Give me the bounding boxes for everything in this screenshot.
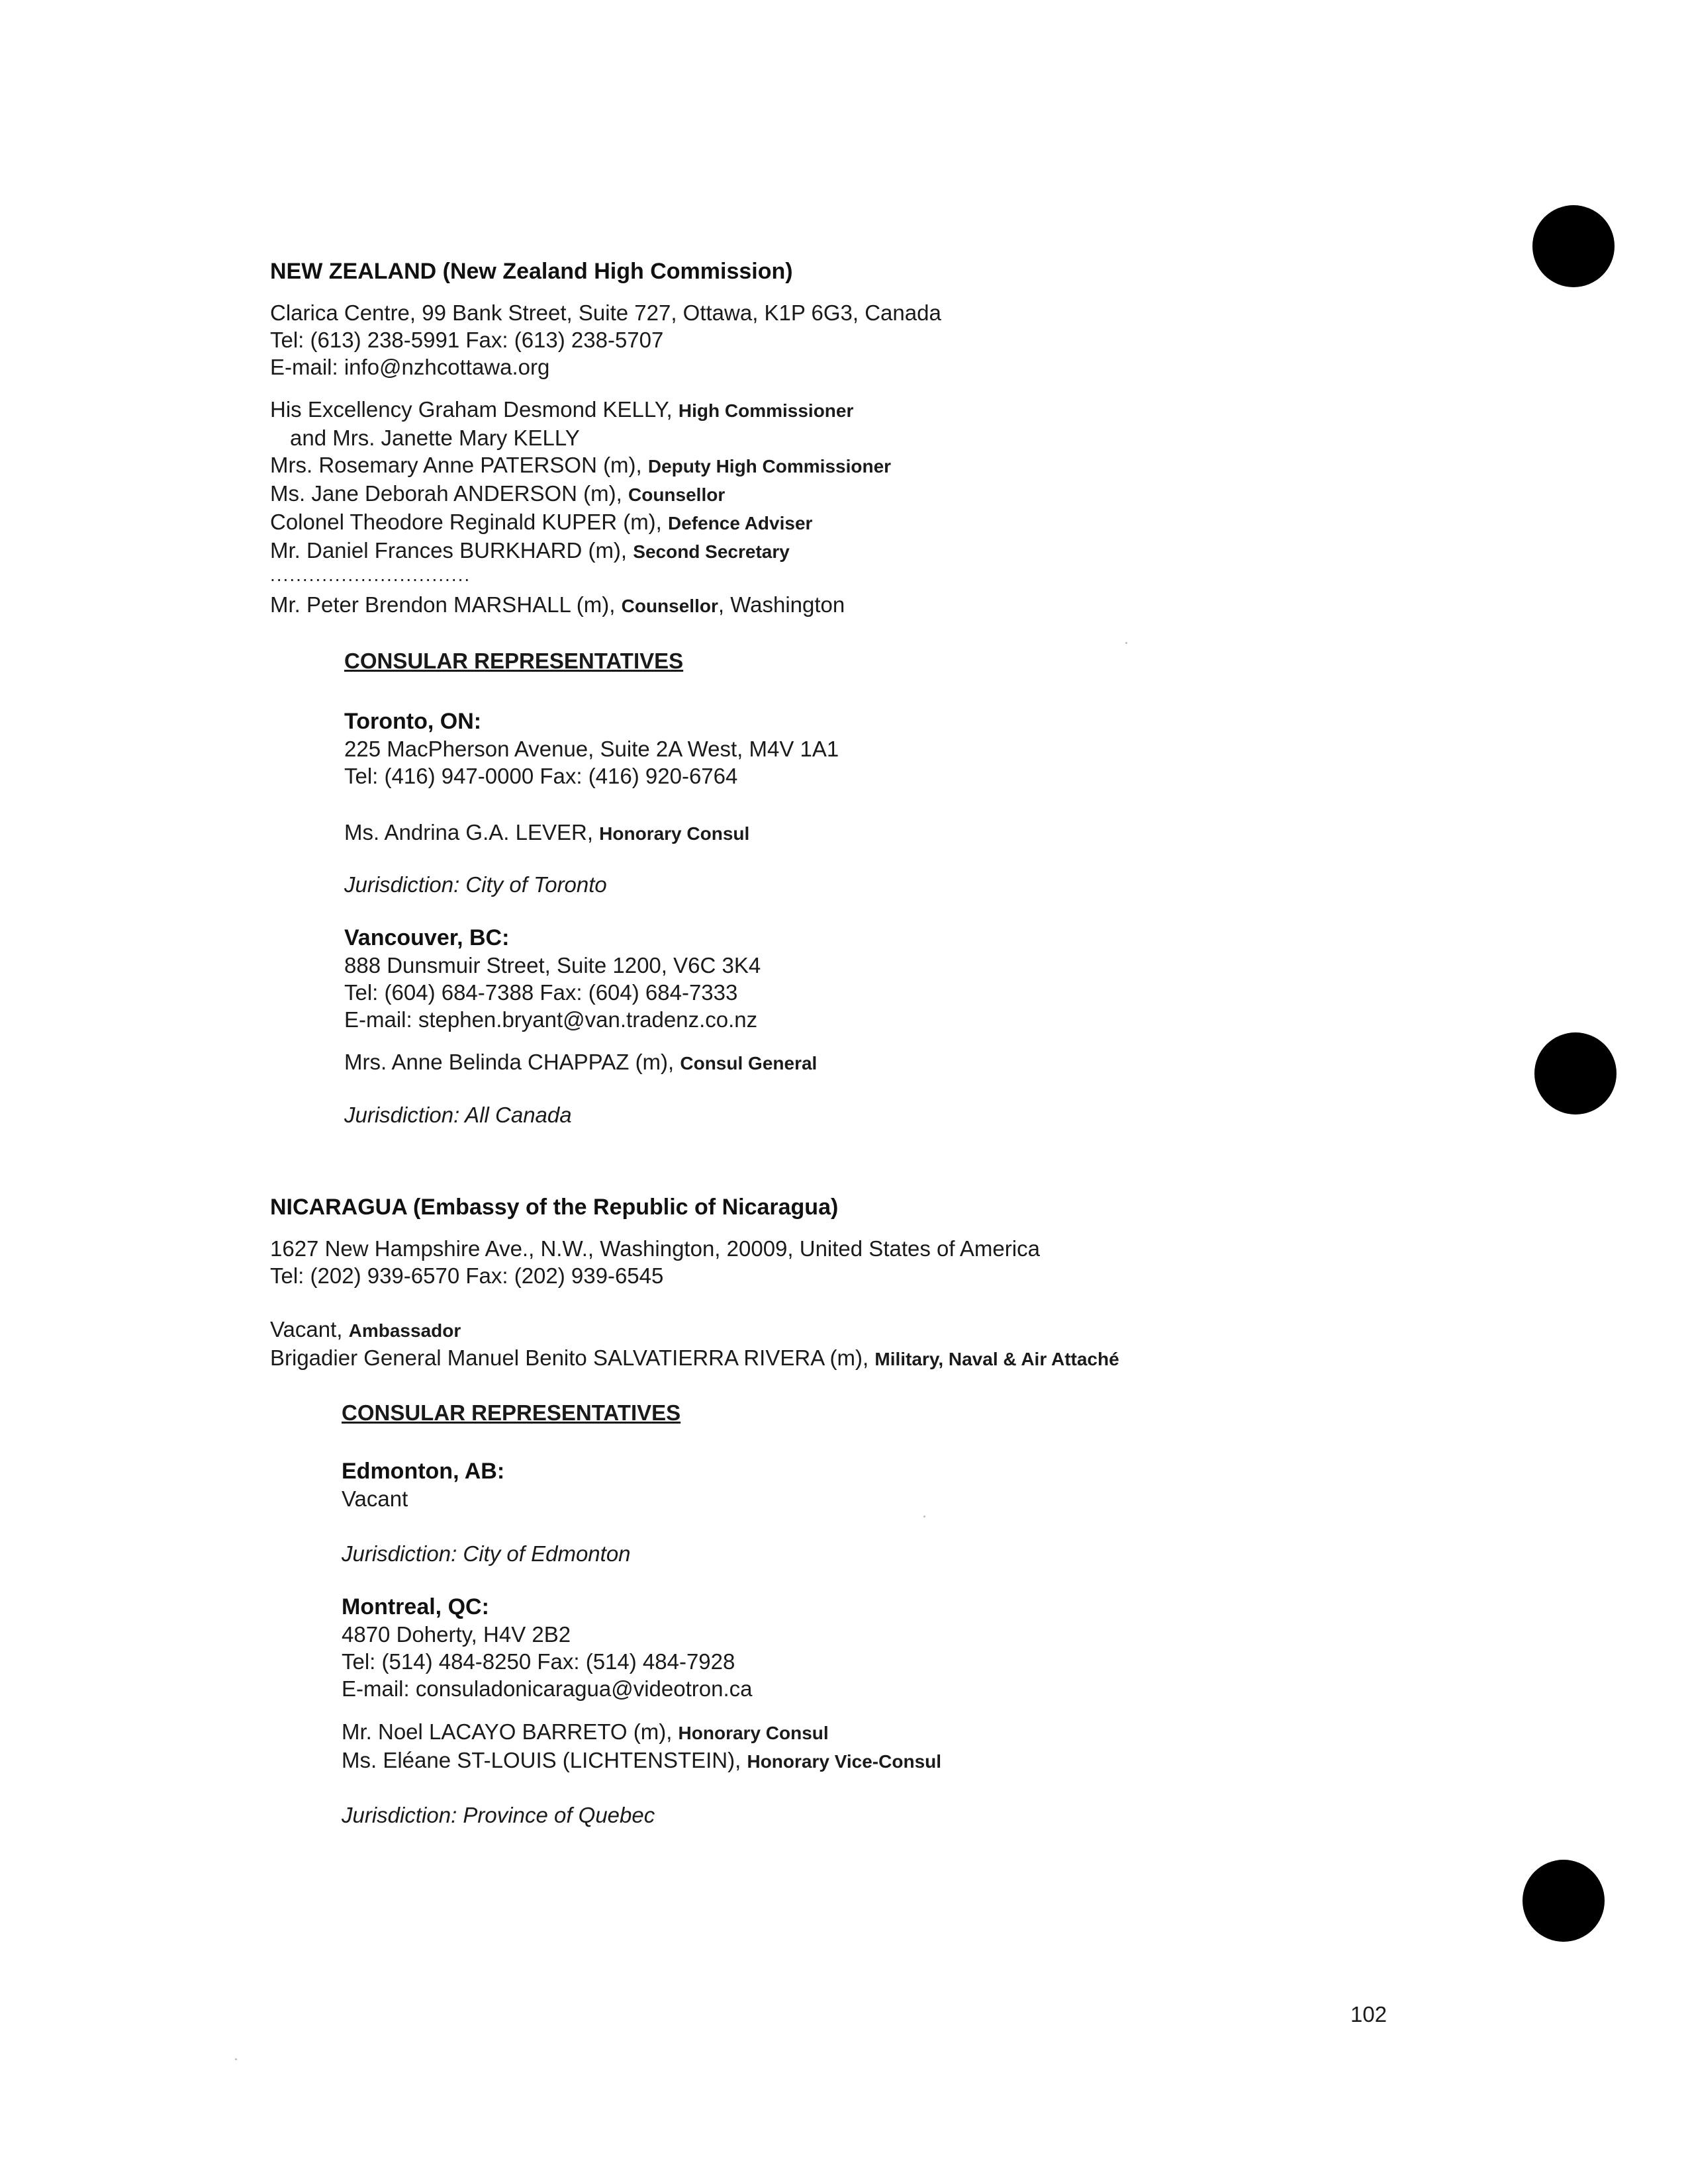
staff-role: Honorary Vice-Consul — [747, 1751, 942, 1772]
staff-entry — [270, 480, 1688, 508]
punch-hole-middle — [1534, 1032, 1617, 1115]
nicaragua-staff-list — [270, 1316, 1688, 1373]
nz-contact-block — [270, 299, 1688, 381]
scan-speck — [923, 1516, 925, 1518]
vancouver-tel-fax: Tel: (604) 684-7388 Fax: (604) 684-7333 — [344, 980, 738, 1005]
staff-entry — [270, 396, 1688, 424]
staff-name: Ms. Andrina G.A. LEVER, — [344, 820, 600, 844]
staff-role: Honorary Consul — [678, 1723, 829, 1743]
staff-entry — [270, 451, 1688, 480]
nz-consular-heading: CONSULAR REPRESENTATIVES — [344, 649, 684, 673]
staff-name: Ms. Jane Deborah ANDERSON (m), — [270, 481, 628, 506]
vancouver-address: 888 Dunsmuir Street, Suite 1200, V6C 3K4 — [344, 953, 761, 978]
montreal-tel-fax: Tel: (514) 484-8250 Fax: (514) 484-7928 — [342, 1649, 735, 1674]
edmonton-status: Vacant — [342, 1486, 408, 1511]
staff-name: Colonel Theodore Reginald KUPER (m), — [270, 510, 669, 534]
nz-address: Clarica Centre, 99 Bank Street, Suite 727, Ottawa, K1P 6G3, Canada — [270, 300, 941, 325]
staff-role: Counsellor — [621, 596, 718, 616]
staff-name: Mr. Noel LACAYO BARRETO (m), — [342, 1719, 679, 1744]
staff-entry — [270, 508, 1688, 537]
staff-name: Mrs. Anne Belinda CHAPPAZ (m), — [344, 1050, 680, 1074]
city-heading: Toronto, ON: — [344, 709, 482, 734]
nz-toronto-block — [344, 708, 1688, 790]
scan-speck — [235, 2058, 237, 2060]
staff-name: Ms. Eléane ST-LOUIS (LICHTENSTEIN), — [342, 1748, 747, 1772]
staff-role: Consul General — [680, 1053, 818, 1073]
toronto-jurisdiction: Jurisdiction: City of Toronto — [344, 872, 607, 897]
nz-tel-fax: Tel: (613) 238-5991 Fax: (613) 238-5707 — [270, 328, 664, 352]
nz-vancouver-block — [344, 925, 1688, 1033]
edmonton-jurisdiction: Jurisdiction: City of Edmonton — [342, 1541, 631, 1566]
toronto-tel-fax: Tel: (416) 947-0000 Fax: (416) 920-6764 — [344, 764, 738, 788]
punch-hole-top — [1532, 205, 1615, 287]
staff-name: Vacant, — [270, 1317, 349, 1342]
staff-location: , Washington — [718, 592, 845, 617]
staff-entry — [270, 1344, 1688, 1373]
vancouver-email: E-mail: stephen.bryant@van.tradenz.co.nz — [344, 1007, 758, 1032]
city-heading: Vancouver, BC: — [344, 925, 510, 950]
vancouver-consul — [344, 1048, 817, 1077]
staff-entry — [342, 1718, 1688, 1747]
nicaragua-address: 1627 New Hampshire Ave., N.W., Washington, 20009, United States of America — [270, 1236, 1040, 1261]
montreal-address: 4870 Doherty, H4V 2B2 — [342, 1622, 571, 1647]
staff-entry — [270, 424, 1688, 451]
staff-name: Brigadier General Manuel Benito SALVATIERRA RIVERA (m), — [270, 1345, 875, 1370]
nicaragua-montreal-block — [342, 1594, 1688, 1702]
staff-name: and Mrs. Janette Mary KELLY — [290, 426, 580, 450]
staff-name: Mr. Daniel Frances BURKHARD (m), — [270, 538, 633, 563]
nicaragua-consular-heading: CONSULAR REPRESENTATIVES — [342, 1400, 681, 1425]
nz-email: E-mail: info@nzhcottawa.org — [270, 355, 550, 379]
toronto-consul — [344, 819, 749, 847]
staff-role: Deputy High Commissioner — [647, 456, 892, 477]
staff-entry — [270, 537, 1688, 565]
staff-role: High Commissioner — [678, 400, 854, 421]
montreal-email: E-mail: consuladonicaragua@videotron.ca — [342, 1676, 753, 1701]
staff-role: Defence Adviser — [668, 513, 813, 533]
staff-role: Military, Naval & Air Attaché — [874, 1349, 1119, 1369]
staff-role: Second Secretary — [633, 541, 790, 562]
staff-role: Honorary Consul — [599, 823, 750, 844]
country-heading-nicaragua: NICARAGUA (Embassy of the Republic of Nicaragua) — [270, 1195, 839, 1220]
nicaragua-edmonton-block — [342, 1458, 1688, 1512]
staff-role: Counsellor — [628, 484, 726, 505]
city-heading: Edmonton, AB: — [342, 1459, 505, 1484]
montreal-consuls — [342, 1718, 1688, 1775]
nicaragua-contact-block — [270, 1235, 1688, 1289]
page-number: 102 — [1350, 2002, 1387, 2026]
country-heading-new-zealand: NEW ZEALAND (New Zealand High Commission) — [270, 259, 793, 284]
montreal-jurisdiction: Jurisdiction: Province of Quebec — [342, 1803, 655, 1827]
scan-speck — [1125, 642, 1127, 644]
staff-role: Ambassador — [348, 1320, 461, 1341]
vancouver-jurisdiction: Jurisdiction: All Canada — [344, 1103, 572, 1127]
staff-entry — [270, 1316, 1688, 1344]
staff-name: His Excellency Graham Desmond KELLY, — [270, 397, 679, 422]
nicaragua-tel-fax: Tel: (202) 939-6570 Fax: (202) 939-6545 — [270, 1263, 664, 1288]
nz-nonresident-entry — [270, 591, 845, 619]
staff-name: Mr. Peter Brendon MARSHALL (m), — [270, 592, 622, 617]
punch-hole-bottom — [1523, 1860, 1605, 1942]
dotted-separator: ............................... — [270, 565, 471, 585]
nz-staff-list — [270, 396, 1688, 585]
staff-name: Mrs. Rosemary Anne PATERSON (m), — [270, 453, 648, 477]
staff-entry — [342, 1747, 1688, 1775]
toronto-address: 225 MacPherson Avenue, Suite 2A West, M4V 1A1 — [344, 737, 839, 761]
city-heading: Montreal, QC: — [342, 1594, 489, 1619]
